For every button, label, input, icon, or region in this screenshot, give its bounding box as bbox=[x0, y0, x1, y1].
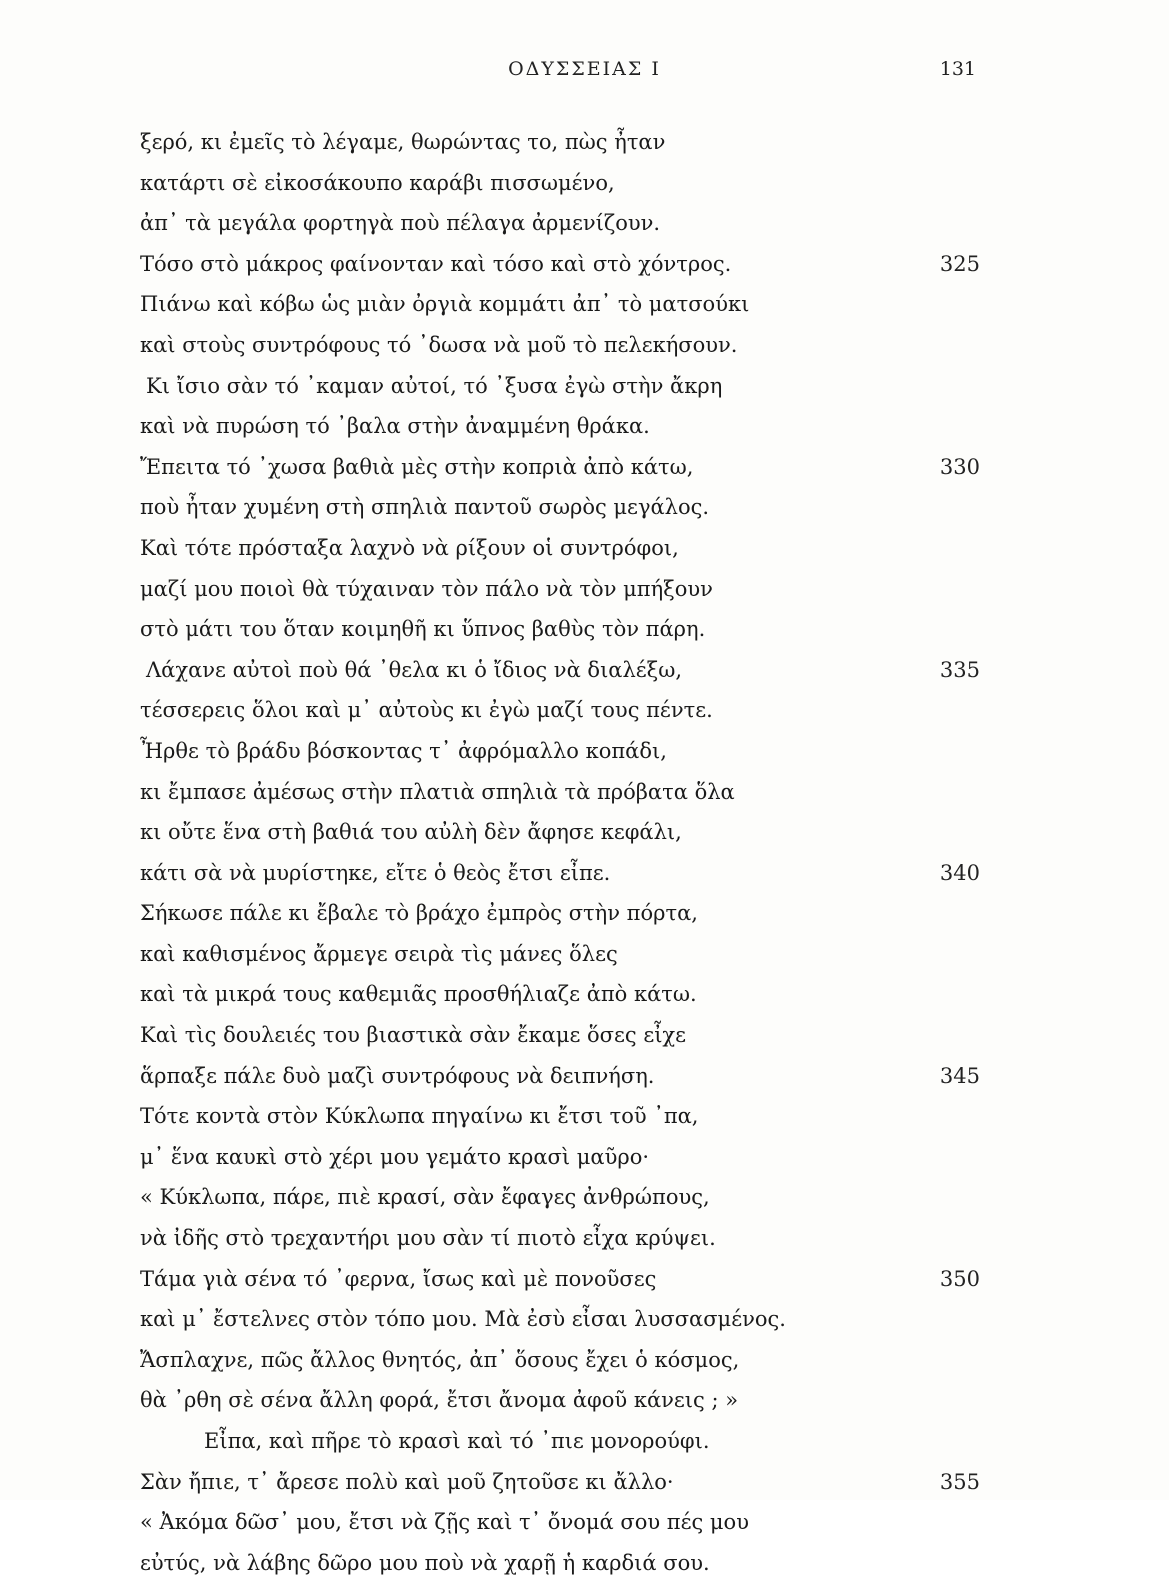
verse-line bbox=[140, 244, 980, 285]
verse-line bbox=[140, 447, 980, 488]
verse-line bbox=[140, 690, 980, 731]
verse-line bbox=[140, 1177, 980, 1218]
verse-text: Εἶπα, καὶ πῆρε τὸ κρασὶ καὶ τό ᾽πιε μονορούφι. bbox=[204, 1429, 710, 1453]
verse-text: κατάρτι σὲ εἰκοσάκουπο καράβι πισσωμένο, bbox=[140, 170, 615, 195]
verse-text: κι οὔτε ἕνα στὴ βαθιά του αὐλὴ δὲν ἄφησε κεφάλι, bbox=[140, 820, 682, 845]
verse-text: εὐτύς, νὰ λάβης δῶρο μου ποὺ νὰ χαρῇ ἡ καρδιά σου. bbox=[140, 1550, 710, 1575]
verse-line bbox=[140, 528, 980, 569]
verse-text: Σὰν ἤπιε, τ᾽ ἄρεσε πολὺ καὶ μοῦ ζητοῦσε κι ἄλλο· bbox=[140, 1469, 674, 1494]
verse-line bbox=[140, 1015, 980, 1056]
verse-block bbox=[140, 122, 980, 1583]
verse-line bbox=[140, 569, 980, 610]
verse-line bbox=[140, 609, 980, 650]
verse-text: Λάχανε αὐτοὶ ποὺ θά ᾽θελα κι ὁ ἴδιος νὰ διαλέξω, bbox=[146, 657, 683, 682]
verse-text: Τόσο στὸ μάκρος φαίνονταν καὶ τόσο καὶ στὸ χόντρος. bbox=[140, 251, 732, 276]
verse-line bbox=[140, 487, 980, 528]
verse-line bbox=[140, 893, 980, 934]
verse-line bbox=[140, 812, 980, 853]
verse-line bbox=[140, 1218, 980, 1259]
running-title: ΟΔΥΣΣΕΙΑΣ Ι bbox=[508, 58, 661, 80]
verse-text: κι ἔμπασε ἀμέσως στὴν πλατιὰ σπηλιὰ τὰ πρόβατα ὅλα bbox=[140, 779, 735, 804]
verse-text: καὶ νὰ πυρώση τό ᾽βαλα στὴν ἀναμμένη θράκα. bbox=[140, 414, 650, 439]
verse-text: στὸ μάτι του ὅταν κοιμηθῆ κι ὕπνος βαθὺς τὸν πάρη. bbox=[140, 617, 706, 642]
verse-text: Καὶ τὶς δουλειές του βιαστικὰ σὰν ἔκαμε ὅσες εἶχε bbox=[140, 1023, 687, 1048]
verse-text: μαζί μου ποιοὶ θὰ τύχαιναν τὸν πάλο νὰ τὸν μπήξουν bbox=[140, 576, 713, 601]
verse-line bbox=[140, 974, 980, 1015]
verse-line bbox=[140, 1502, 980, 1543]
verse-line bbox=[140, 1259, 980, 1300]
verse-line bbox=[140, 122, 980, 163]
verse-text: Κι ἴσιο σὰν τό ᾽καμαν αὐτοί, τό ᾽ξυσα ἐγὼ στὴν ἄκρη bbox=[146, 373, 723, 398]
verse-text: Ἦρθε τὸ βράδυ βόσκοντας τ᾽ ἀφρόμαλλο κοπάδι, bbox=[140, 738, 667, 763]
line-number: 345 bbox=[939, 1063, 980, 1088]
verse-text: καὶ μ᾽ ἔστελνες στὸν τόπο μου. Μὰ ἐσὺ εἶσαι λυσσασμένος. bbox=[140, 1307, 786, 1332]
verse-text: μ᾽ ἕνα καυκὶ στὸ χέρι μου γεμάτο κρασὶ μαῦρο· bbox=[140, 1144, 650, 1169]
verse-line bbox=[140, 325, 980, 366]
verse-line bbox=[140, 1543, 980, 1583]
verse-line bbox=[140, 284, 980, 325]
verse-text: καὶ στοὺς συντρόφους τό ᾽δωσα νὰ μοῦ τὸ πελεκήσουν. bbox=[140, 332, 738, 357]
verse-text: τέσσερεις ὅλοι καὶ μ᾽ αὐτοὺς κι ἐγὼ μαζί τους πέντε. bbox=[140, 698, 713, 723]
verse-text: « Ἀκόμα δῶσ᾽ μου, ἔτσι νὰ ζῇς καὶ τ᾽ ὄνομά σου πές μου bbox=[140, 1510, 749, 1535]
verse-line bbox=[140, 650, 980, 691]
verse-line bbox=[140, 1056, 980, 1097]
verse-line bbox=[140, 203, 980, 244]
verse-line bbox=[140, 772, 980, 813]
verse-line bbox=[140, 163, 980, 204]
verse-line bbox=[140, 1137, 980, 1178]
verse-line bbox=[140, 406, 980, 447]
verse-text: ἀπ᾽ τὰ μεγάλα φορτηγὰ ποὺ πέλαγα ἀρμενίζουν. bbox=[140, 211, 661, 236]
verse-line bbox=[140, 1380, 980, 1421]
line-number: 335 bbox=[939, 657, 980, 682]
verse-line bbox=[140, 1421, 980, 1462]
verse-text: καὶ τὰ μικρά τους καθεμιᾶς προσθήλιαζε ἀπὸ κάτω. bbox=[140, 982, 697, 1007]
line-number: 325 bbox=[939, 251, 980, 276]
verse-text: θὰ ᾽ρθη σὲ σένα ἄλλη φορά, ἔτσι ἄνομα ἀφοῦ κάνεις ; » bbox=[140, 1388, 739, 1413]
verse-text: Ἄσπλαχνε, πῶς ἄλλος θνητός, ἀπ᾽ ὅσους ἔχει ὁ κόσμος, bbox=[140, 1347, 740, 1372]
verse-text: Τότε κοντὰ στὸν Κύκλωπα πηγαίνω κι ἔτσι τοῦ ᾽πα, bbox=[140, 1104, 699, 1129]
verse-text: Σήκωσε πάλε κι ἔβαλε τὸ βράχο ἐμπρὸς στὴν πόρτα, bbox=[140, 901, 698, 926]
verse-line bbox=[140, 1299, 980, 1340]
verse-text: « Κύκλωπα, πάρε, πιὲ κρασί, σὰν ἔφαγες ἀνθρώπους, bbox=[140, 1185, 710, 1210]
verse-line bbox=[140, 1340, 980, 1381]
verse-text: κάτι σὰ νὰ μυρίστηκε, εἴτε ὁ θεὸς ἔτσι εἶπε. bbox=[140, 860, 611, 885]
verse-line bbox=[140, 731, 980, 772]
verse-text: ἅρπαξε πάλε δυὸ μαζὶ συντρόφους νὰ δειπνήση. bbox=[140, 1063, 655, 1088]
verse-text: ξερό, κι ἐμεῖς τὸ λέγαμε, θωρώντας το, πὼς ἦταν bbox=[140, 130, 666, 154]
verse-line bbox=[140, 934, 980, 975]
verse-line bbox=[140, 853, 980, 894]
page-number: 131 bbox=[939, 58, 976, 80]
verse-text: νὰ ἰδῆς στὸ τρεχαντήρι μου σὰν τί πιοτὸ εἶχα κρύψει. bbox=[140, 1226, 716, 1251]
verse-line bbox=[140, 366, 980, 407]
verse-text: Τάμα γιὰ σένα τό ᾽φερνα, ἴσως καὶ μὲ πονοῦσες bbox=[140, 1266, 657, 1291]
verse-text: ποὺ ἦταν χυμένη στὴ σπηλιὰ παντοῦ σωρὸς μεγάλος. bbox=[140, 495, 710, 520]
verse-text: Ἔπειτα τό ᾽χωσα βαθιὰ μὲς στὴν κοπριὰ ἀπὸ κάτω, bbox=[140, 454, 694, 479]
verse-text: Πιάνω καὶ κόβω ὡς μιὰν ὀργιὰ κομμάτι ἀπ᾽ τὸ ματσούκι bbox=[140, 292, 750, 317]
verse-line bbox=[140, 1096, 980, 1137]
verse-text: καὶ καθισμένος ἄρμεγε σειρὰ τὶς μάνες ὅλες bbox=[140, 941, 618, 966]
line-number: 355 bbox=[939, 1469, 980, 1494]
verse-line bbox=[140, 1462, 980, 1503]
line-number: 350 bbox=[939, 1266, 980, 1291]
line-number: 330 bbox=[939, 454, 980, 479]
verse-text: Καὶ τότε πρόσταξα λαχνὸ νὰ ρίξουν οἱ συντρόφοι, bbox=[140, 535, 679, 560]
line-number: 340 bbox=[939, 860, 980, 885]
